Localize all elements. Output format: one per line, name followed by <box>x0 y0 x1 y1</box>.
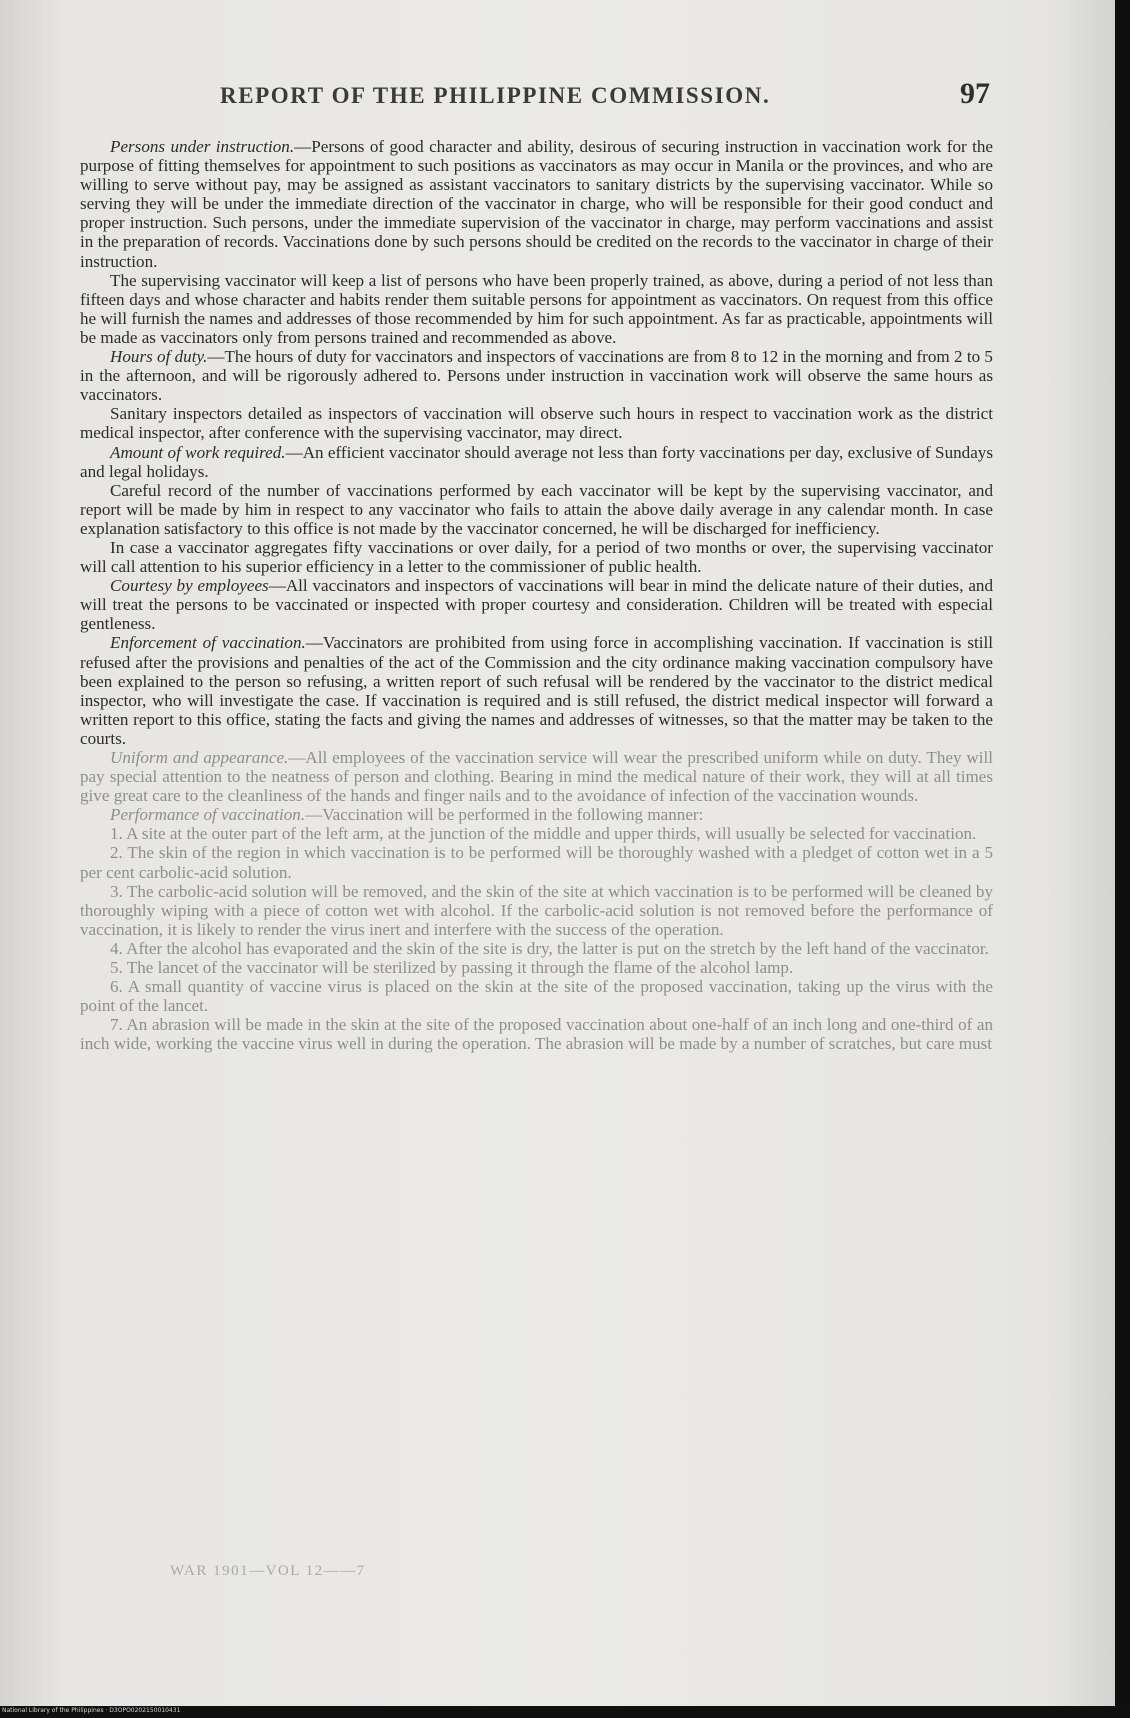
running-title: REPORT OF THE PHILIPPINE COMMISSION. <box>220 83 771 108</box>
paragraph-heading: Performance of vaccination. <box>110 805 306 825</box>
paragraph-text: 6. A small quantity of vaccine virus is placed on the skin at the site of the proposed vaccination, taking up the virus with the point of the lancet. <box>80 977 993 1016</box>
paragraph <box>80 271 993 347</box>
paragraph-text: —An efficient vaccinator should average not less than forty vaccinations per day, exclusive of Sundays and legal holidays. <box>80 442 993 481</box>
paragraph <box>80 843 993 881</box>
paragraph <box>80 633 993 748</box>
paragraph-text: In case a vaccinator aggregates fifty vaccinations or over daily, for a period of two months or over, the supervising vaccinator will call attention to his superior efficiency in a letter to the commissioner of public health. <box>80 537 993 577</box>
paragraph-text: 2. The skin of the region in which vaccination is to be performed will be thoroughly washed with a pledget of cotton wet in a 5 per cent carbolic-acid solution. <box>80 843 993 882</box>
paragraph-text: —Persons of good character and ability, desirous of securing instruction in vaccination work for the purpose of fitting themselves for appointment to such positions as vaccinators as may occur in Manila or the provinces, and who are willing to serve without pay, may be assigned as assistant vaccinators to sanitary districts by the supervising vaccinator. While so serving they will be under the immediate direction of the vaccinator in charge, who will be responsible for their good conduct and proper instruction. Such persons, under the immediate supervision of the vaccinator in charge, may perform vaccinations and assist in the preparation of records. Vaccinations done by such persons should be credited on the records to the vaccinator in charge of their instruction. <box>80 137 993 271</box>
paragraph-text: Sanitary inspectors detailed as inspectors of vaccination will observe such hours in respect to vaccination work as the district medical inspector, after conference with the supervising vaccinator, may direct. <box>80 404 993 443</box>
paragraph-text: The supervising vaccinator will keep a list of persons who have been properly trained, as above, during a period of not less than fifteen days and whose character and habits render them suitable persons for appointment as vaccinators. On request from this office he will furnish the names and addresses of those recommended by him for such appointment. As far as practicable, appointments will be made as vaccinators only from persons trained and recommended as above. <box>80 270 993 347</box>
paragraph <box>80 958 993 977</box>
paragraph-text: 7. An abrasion will be made in the skin at the site of the proposed vaccination about one-half of an inch long and one-third of an inch wide, working the vaccine virus well in during the operation. The abrasion will be made by a number of scratches, but care must <box>80 1015 993 1054</box>
paragraph-text: 5. The lancet of the vaccinator will be sterilized by passing it through the flame of the alcohol lamp. <box>110 958 794 978</box>
paragraph <box>80 443 993 481</box>
page-number: 97 <box>960 77 990 110</box>
paragraph-heading: Courtesy by employees <box>110 576 269 596</box>
paragraph <box>80 977 993 1015</box>
paragraph <box>80 939 993 958</box>
paragraph-heading: Uniform and appearance. <box>110 748 289 767</box>
paragraph-text: —All employees of the vaccination service will wear the prescribed uniform while on duty. They will pay special attention to the neatness of person and clothing. Bearing in mind the medical nature of their work, they will at all times give great care to the cleanliness of the hands and finger nails and to the avoidance of infection of the vaccination wounds. <box>80 748 993 806</box>
signature-mark: WAR 1901—VOL 12——7 <box>170 1563 366 1579</box>
paragraph <box>80 1015 993 1053</box>
running-head <box>80 77 990 117</box>
paragraph <box>80 404 993 442</box>
paragraph-text: 1. A site at the outer part of the left arm, at the junction of the middle and upper thirds, will usually be selected for vaccination. <box>110 824 977 844</box>
paragraph-heading: Persons under instruction. <box>110 137 295 156</box>
paragraph <box>80 347 993 404</box>
paragraph-text: —All vaccinators and inspectors of vaccinations will bear in mind the delicate nature of their duties, and will treat the persons to be vaccinated or inspected with proper courtesy and consideration. Children will be treated with especial gentleness. <box>80 576 993 634</box>
paragraph <box>80 748 993 805</box>
paragraph-heading: Amount of work required. <box>110 442 286 462</box>
paragraph-text: —Vaccinators are prohibited from using force in accomplishing vaccination. If vaccination is still refused after the provisions and penalties of the act of the Commission and the city ordinance making vaccination compulsory have been explained to the person so refusing, a written report of such refusal will be rendered by the vaccinator to the district medical inspector, who will investigate the case. If vaccination is required and is still refused, the district medical inspector will forward a written report to this office, stating the facts and giving the names and addresses of witnesses, so that the matter may be taken to the courts. <box>80 633 993 748</box>
scan-edge <box>1115 0 1130 1718</box>
paragraph <box>80 805 993 824</box>
paragraph <box>80 576 993 633</box>
paragraph <box>80 882 993 939</box>
paragraph <box>80 481 993 538</box>
paragraph-text: Careful record of the number of vaccinations performed by each vaccinator will be kept by the supervising vaccinator, and report will be made by him in respect to any vaccinator who fails to attain the above daily average in any calendar month. In case explanation satisfactory to this office is not made by the vaccinator concerned, he will be discharged for inefficiency. <box>80 480 993 538</box>
paragraph-text: 4. After the alcohol has evaporated and the skin of the site is dry, the latter is put on the stretch by the left hand of the vaccinator. <box>110 938 989 958</box>
paragraph-heading: Hours of duty. <box>110 347 208 367</box>
paragraph-text: 3. The carbolic-acid solution will be removed, and the skin of the site at which vaccination is to be performed will be cleaned by thoroughly wiping with a piece of cotton wet with alcohol. If the carbolic-acid solution is not removed before the performance of vaccination, it is likely to render the virus inert and interfere with the success of the operation. <box>80 881 993 939</box>
paragraph <box>80 137 993 271</box>
body-text <box>80 137 993 1054</box>
paragraph <box>80 538 993 576</box>
paragraph-heading: Enforcement of vaccination. <box>110 633 306 653</box>
paragraph <box>80 824 993 843</box>
paragraph-text: —The hours of duty for vaccinators and inspectors of vaccinations are from 8 to 12 in the morning and from 2 to 5 in the afternoon, and will be rigorously adhered to. Persons under instruction in vaccination work will observe the same hours as vaccinators. <box>80 347 993 405</box>
paragraph-text: —Vaccination will be performed in the following manner: <box>305 805 704 825</box>
scan-footer-text: National Library of the Philippines · D3OPO0202150010431 <box>2 1707 181 1714</box>
